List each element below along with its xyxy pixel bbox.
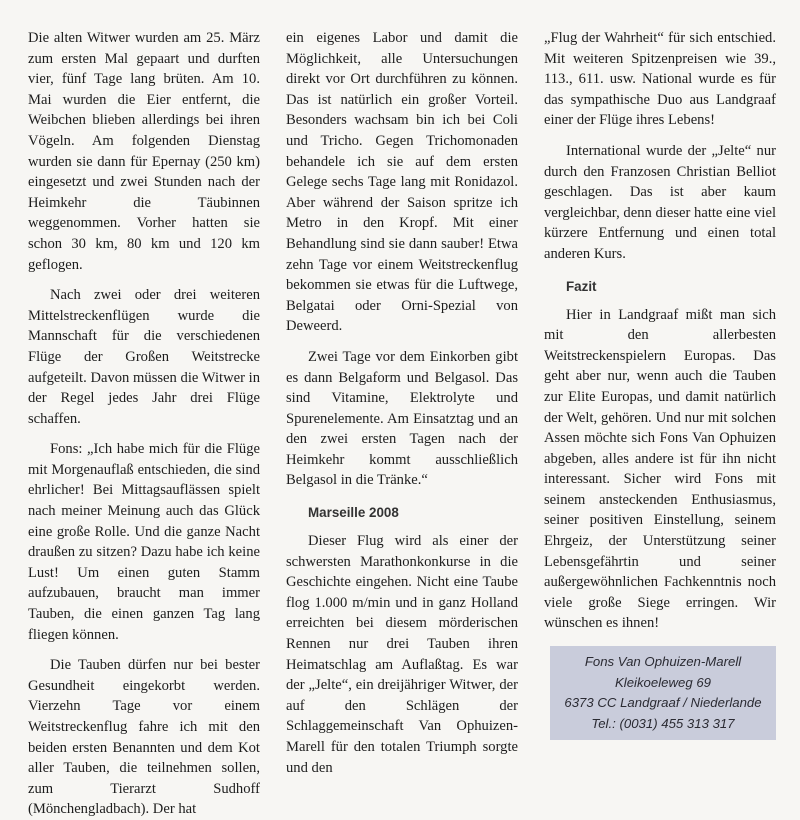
paragraph: International wurde der „Jelte“ nur durch den Franzosen Christian Belliot geschlagen. Das ist aber kaum vergleichbar, denn dieser hatte eine viel kürzere Entfernung und einen total anderen Kurs. xyxy=(544,142,776,262)
column-3 xyxy=(544,28,776,731)
section-heading-fazit: Fazit xyxy=(566,278,597,294)
column-2 xyxy=(286,28,518,776)
address-city: 6373 CC Landgraaf / Niederlande xyxy=(564,695,762,711)
paragraph: Die alten Witwer wurden am 25. März zum ersten Mal gepaart und durften vier, fünf Tage lang brüten. Am 10. Mai wurden die Eier entfernt, die Weibchen blieben allerdings bei ihren Vögeln. Am folgenden Dienstag wurden sie dann für Epernay (250 km) eingesetzt und zwei Stunden nach der Heimkehr die Täubinnen weggenommen. Vorher hatten sie schon 30 km, 80 km und 120 km geflogen. xyxy=(28,30,260,273)
paragraph: Die Tauben dürfen nur bei bester Gesundheit eingekorbt werden. Vierzehn Tage vor einem Weitstreckenflug fahre ich mit den beiden ersten Benannten und dem Kot aller Tauben, die teilnehmen sollen, zum Tierarzt Sudhoff (Mönchengladbach). Der hat xyxy=(28,657,260,818)
address-box xyxy=(550,646,776,740)
address-street: Kleikoeleweg 69 xyxy=(614,674,712,690)
section-heading-marseille: Marseille 2008 xyxy=(308,505,399,521)
paragraph: Nach zwei oder drei weiteren Mittelstreckenflügen wurde die Mannschaft für die verschiedenen Flüge der Großen Weitstrecke aufgeteilt. Davon müssen die Witwer in der Regel jedes Jahr drei Flüge schaffen. xyxy=(28,287,260,427)
address-name: Fons Van Ophuizen-Marell xyxy=(584,654,742,670)
paragraph: ein eigenes Labor und damit die Möglichkeit, alle Untersuchungen direkt vor Ort durchführen zu können. Das ist natürlich ein großer Vorteil. Besonders wachsam bin ich bei Coli und Tricho. Gegen Trichomonaden behandele ich sie auf dem ersten Gelege sechs Tage lang mit Ronidazol. Aber während der Saison spritze ich Metro in den Kropf. Mit einer Behandlung sind sie dann sauber! Etwa zehn Tage vor einem Weitstreckenflug bekommen sie etwas für die Luftwege, Belgatai oder Orni-Spezial von Deweerd. xyxy=(286,30,518,335)
paragraph: Hier in Landgraaf mißt man sich mit den allerbesten Weitstreckenspielern Europas. Das geht aber nur, wenn auch die Tauben zur Elite Europas, und damit natürlich der Welt, gehören. Und nur mit solchen Assen möchte sich Fons Van Ophuizen abgeben, alles andere ist für ihn nicht interessant. Sicher wird Fons mit seinem ansteckenden Enthusiasmus, seiner positiven Einstellung, seinem Ehrgeiz, der Unterstützung seiner Lebensgefährtin und seiner außergewöhnlichen Fachkenntnis noch viele große Siege erringen. Wir wünschen es ihnen! xyxy=(544,306,776,632)
column-1 xyxy=(28,28,260,818)
address-phone: Tel.: (0031) 455 313 317 xyxy=(591,715,735,731)
paragraph: „Flug der Wahrheit“ für sich entschied. Mit weiteren Spitzenpreisen wie 39., 113., 611. usw. National wurde es für das sympathische Duo aus Landgraaf einer der Flüge ihres Lebens! xyxy=(544,30,776,129)
paragraph: Dieser Flug wird als einer der schwersten Marathonkonkurse in die Geschichte eingehen. Nicht eine Taube flog 1.000 m/min und in ganz Holland erreichten bei diesem mörderischen Rennen nur drei Tauben ihren Heimatschlag am Auflaßtag. Es war der „Jelte“, ein dreijähriger Witwer, der auf den Schlägen der Schlaggemeinschaft Van Ophuizen-Marell für den totalen Triumph sorgte und den xyxy=(286,533,518,776)
paragraph: Fons: „Ich habe mich für die Flüge mit Morgenauflaß entschieden, die sind ehrlicher! Bei Mittagsauflässen spielt nach meiner Meinung auch das Glück eine große Rolle. Und die ganze Nacht draußen zu sitzen? Dazu habe ich keine Lust! Um einen guten Stamm aufzubauen, braucht man immer Tauben, die einen ganzen Tag lang fliegen können. xyxy=(28,441,260,643)
paragraph: Zwei Tage vor dem Einkorben gibt es dann Belgaform und Belgasol. Das sind Vitamine, Elektrolyte und Spurenelemente. Am Einsatztag und an den zwei ersten Tagen nach der Heimkehr kommt ausschließlich Belgasol in die Tränke.“ xyxy=(286,348,518,489)
